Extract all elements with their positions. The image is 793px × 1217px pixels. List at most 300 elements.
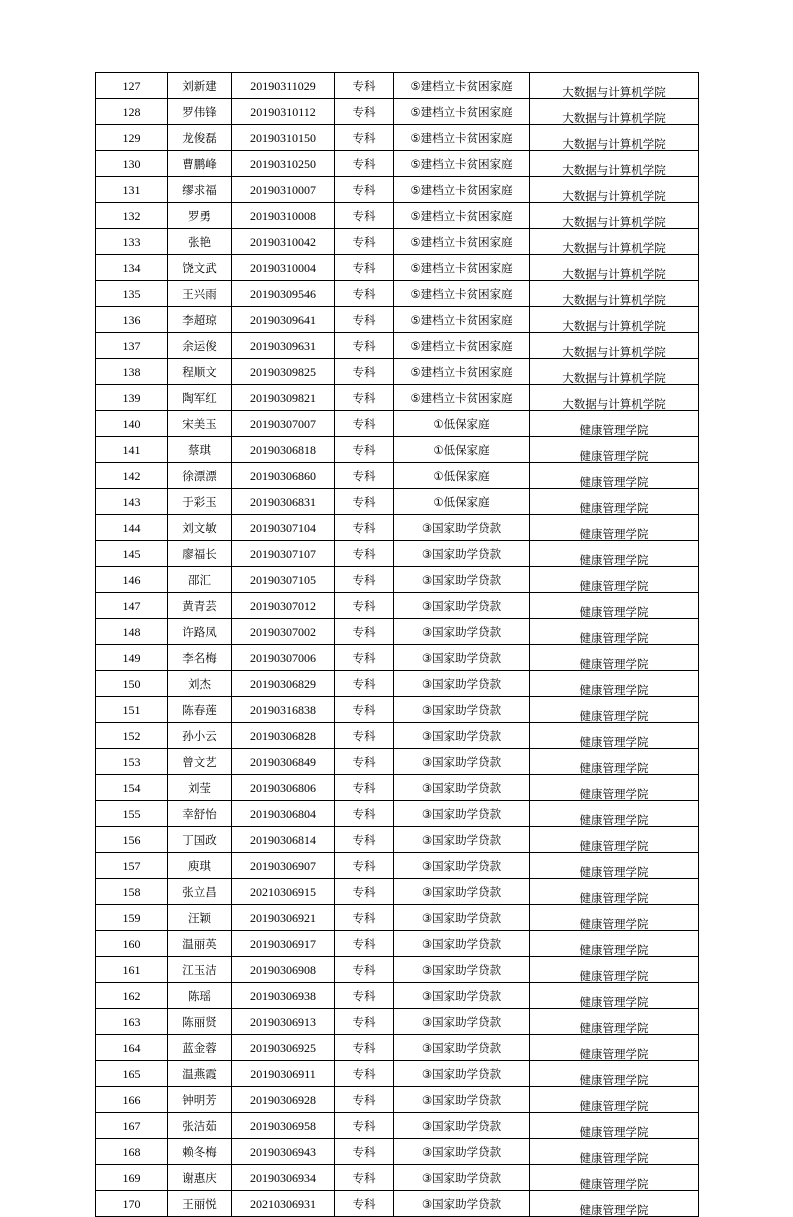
aid-category: ③国家助学贷款	[394, 1061, 530, 1087]
student-id: 20190310007	[232, 177, 335, 203]
roster-table	[95, 72, 699, 1217]
education-level: 专科	[335, 1087, 394, 1113]
student-name: 张立昌	[168, 879, 232, 905]
college-name: 大数据与计算机学院	[530, 281, 699, 307]
row-number: 155	[96, 801, 168, 827]
aid-category: ⑤建档立卡贫困家庭	[394, 177, 530, 203]
aid-category: ③国家助学贷款	[394, 1009, 530, 1035]
education-level: 专科	[335, 879, 394, 905]
student-id: 20190306934	[232, 1165, 335, 1191]
education-level: 专科	[335, 307, 394, 333]
education-level: 专科	[335, 515, 394, 541]
education-level: 专科	[335, 203, 394, 229]
college-name: 健康管理学院	[530, 723, 699, 749]
row-number: 146	[96, 567, 168, 593]
college-name: 大数据与计算机学院	[530, 307, 699, 333]
education-level: 专科	[335, 1139, 394, 1165]
row-number: 135	[96, 281, 168, 307]
row-number: 164	[96, 1035, 168, 1061]
table-row	[96, 619, 699, 645]
student-id: 20190306921	[232, 905, 335, 931]
college-name: 健康管理学院	[530, 905, 699, 931]
college-name: 健康管理学院	[530, 1191, 699, 1217]
education-level: 专科	[335, 567, 394, 593]
college-name: 健康管理学院	[530, 567, 699, 593]
table-row	[96, 203, 699, 229]
aid-category: ⑤建档立卡贫困家庭	[394, 385, 530, 411]
student-id: 20190307002	[232, 619, 335, 645]
row-number: 156	[96, 827, 168, 853]
student-name: 庾琪	[168, 853, 232, 879]
college-name: 大数据与计算机学院	[530, 151, 699, 177]
student-name: 宋美玉	[168, 411, 232, 437]
table-row	[96, 1061, 699, 1087]
row-number: 157	[96, 853, 168, 879]
college-name: 健康管理学院	[530, 489, 699, 515]
row-number: 168	[96, 1139, 168, 1165]
aid-category: ⑤建档立卡贫困家庭	[394, 99, 530, 125]
table-row	[96, 905, 699, 931]
student-name: 饶文武	[168, 255, 232, 281]
table-row	[96, 359, 699, 385]
student-id: 20190306860	[232, 463, 335, 489]
student-name: 张艳	[168, 229, 232, 255]
education-level: 专科	[335, 1009, 394, 1035]
education-level: 专科	[335, 359, 394, 385]
education-level: 专科	[335, 801, 394, 827]
student-id: 20190309641	[232, 307, 335, 333]
education-level: 专科	[335, 463, 394, 489]
table-row	[96, 879, 699, 905]
aid-category: ①低保家庭	[394, 437, 530, 463]
education-level: 专科	[335, 177, 394, 203]
education-level: 专科	[335, 1191, 394, 1217]
student-name: 于彩玉	[168, 489, 232, 515]
student-name: 赖冬梅	[168, 1139, 232, 1165]
education-level: 专科	[335, 1113, 394, 1139]
student-name: 孙小云	[168, 723, 232, 749]
education-level: 专科	[335, 73, 394, 99]
student-name: 蓝金蓉	[168, 1035, 232, 1061]
table-row	[96, 1087, 699, 1113]
row-number: 130	[96, 151, 168, 177]
row-number: 147	[96, 593, 168, 619]
college-name: 健康管理学院	[530, 957, 699, 983]
student-name: 幸舒怡	[168, 801, 232, 827]
education-level: 专科	[335, 411, 394, 437]
student-id: 20190307107	[232, 541, 335, 567]
aid-category: ③国家助学贷款	[394, 957, 530, 983]
aid-category: ⑤建档立卡贫困家庭	[394, 203, 530, 229]
college-name: 健康管理学院	[530, 619, 699, 645]
row-number: 140	[96, 411, 168, 437]
table-row	[96, 645, 699, 671]
aid-category: ③国家助学贷款	[394, 619, 530, 645]
row-number: 136	[96, 307, 168, 333]
aid-category: ③国家助学贷款	[394, 853, 530, 879]
row-number: 154	[96, 775, 168, 801]
student-name: 曾文艺	[168, 749, 232, 775]
education-level: 专科	[335, 437, 394, 463]
row-number: 138	[96, 359, 168, 385]
college-name: 大数据与计算机学院	[530, 255, 699, 281]
row-number: 133	[96, 229, 168, 255]
college-name: 健康管理学院	[530, 1165, 699, 1191]
student-id: 20190307007	[232, 411, 335, 437]
student-id: 20190310042	[232, 229, 335, 255]
student-id: 20190306943	[232, 1139, 335, 1165]
student-name: 程顺文	[168, 359, 232, 385]
aid-category: ③国家助学贷款	[394, 931, 530, 957]
row-number: 169	[96, 1165, 168, 1191]
student-name: 龙俊磊	[168, 125, 232, 151]
education-level: 专科	[335, 255, 394, 281]
college-name: 大数据与计算机学院	[530, 73, 699, 99]
aid-category: ⑤建档立卡贫困家庭	[394, 229, 530, 255]
aid-category: ①低保家庭	[394, 489, 530, 515]
education-level: 专科	[335, 541, 394, 567]
table-row	[96, 931, 699, 957]
college-name: 健康管理学院	[530, 697, 699, 723]
row-number: 144	[96, 515, 168, 541]
student-name: 廖福长	[168, 541, 232, 567]
table-row	[96, 177, 699, 203]
student-name: 丁国政	[168, 827, 232, 853]
college-name: 健康管理学院	[530, 463, 699, 489]
table-row	[96, 827, 699, 853]
student-id: 20190306917	[232, 931, 335, 957]
student-id: 20190306829	[232, 671, 335, 697]
table-row	[96, 567, 699, 593]
college-name: 健康管理学院	[530, 827, 699, 853]
aid-category: ⑤建档立卡贫困家庭	[394, 359, 530, 385]
student-name: 邵汇	[168, 567, 232, 593]
student-name: 刘杰	[168, 671, 232, 697]
aid-category: ③国家助学贷款	[394, 1087, 530, 1113]
student-id: 20190306911	[232, 1061, 335, 1087]
table-row	[96, 489, 699, 515]
college-name: 健康管理学院	[530, 645, 699, 671]
student-id: 20190307006	[232, 645, 335, 671]
table-row	[96, 1035, 699, 1061]
education-level: 专科	[335, 1035, 394, 1061]
student-name: 李名梅	[168, 645, 232, 671]
college-name: 健康管理学院	[530, 879, 699, 905]
table-row	[96, 437, 699, 463]
table-row	[96, 1139, 699, 1165]
table-row	[96, 1009, 699, 1035]
student-name: 汪颖	[168, 905, 232, 931]
college-name: 健康管理学院	[530, 1035, 699, 1061]
student-name: 王丽悦	[168, 1191, 232, 1217]
aid-category: ⑤建档立卡贫困家庭	[394, 125, 530, 151]
aid-category: ⑤建档立卡贫困家庭	[394, 307, 530, 333]
table-row	[96, 697, 699, 723]
table-row	[96, 151, 699, 177]
education-level: 专科	[335, 489, 394, 515]
aid-category: ③国家助学贷款	[394, 1191, 530, 1217]
row-number: 143	[96, 489, 168, 515]
education-level: 专科	[335, 775, 394, 801]
table-row	[96, 307, 699, 333]
table-row	[96, 723, 699, 749]
student-name: 蔡琪	[168, 437, 232, 463]
student-name: 徐漂漂	[168, 463, 232, 489]
student-id: 20190306928	[232, 1087, 335, 1113]
college-name: 健康管理学院	[530, 1009, 699, 1035]
student-id: 20190306849	[232, 749, 335, 775]
student-id: 20190306925	[232, 1035, 335, 1061]
student-id: 20190310008	[232, 203, 335, 229]
row-number: 142	[96, 463, 168, 489]
college-name: 健康管理学院	[530, 541, 699, 567]
education-level: 专科	[335, 853, 394, 879]
student-id: 20190306938	[232, 983, 335, 1009]
aid-category: ①低保家庭	[394, 463, 530, 489]
college-name: 健康管理学院	[530, 1087, 699, 1113]
table-row	[96, 775, 699, 801]
aid-category: ③国家助学贷款	[394, 905, 530, 931]
row-number: 129	[96, 125, 168, 151]
table-row	[96, 853, 699, 879]
student-id: 20190311029	[232, 73, 335, 99]
education-level: 专科	[335, 151, 394, 177]
row-number: 170	[96, 1191, 168, 1217]
row-number: 152	[96, 723, 168, 749]
student-name: 谢惠庆	[168, 1165, 232, 1191]
college-name: 大数据与计算机学院	[530, 385, 699, 411]
education-level: 专科	[335, 125, 394, 151]
row-number: 162	[96, 983, 168, 1009]
college-name: 大数据与计算机学院	[530, 333, 699, 359]
student-id: 20190307012	[232, 593, 335, 619]
aid-category: ③国家助学贷款	[394, 827, 530, 853]
education-level: 专科	[335, 827, 394, 853]
table-row	[96, 229, 699, 255]
row-number: 139	[96, 385, 168, 411]
student-name: 刘文敏	[168, 515, 232, 541]
student-id: 20190306958	[232, 1113, 335, 1139]
student-name: 江玉洁	[168, 957, 232, 983]
student-id: 20190306828	[232, 723, 335, 749]
education-level: 专科	[335, 385, 394, 411]
aid-category: ①低保家庭	[394, 411, 530, 437]
student-name: 陶军红	[168, 385, 232, 411]
college-name: 健康管理学院	[530, 1113, 699, 1139]
student-id: 20190309546	[232, 281, 335, 307]
table-row	[96, 801, 699, 827]
college-name: 大数据与计算机学院	[530, 203, 699, 229]
student-id: 20190310112	[232, 99, 335, 125]
student-id: 20190306908	[232, 957, 335, 983]
student-id: 20190306831	[232, 489, 335, 515]
education-level: 专科	[335, 723, 394, 749]
education-level: 专科	[335, 333, 394, 359]
student-id: 20190316838	[232, 697, 335, 723]
student-name: 钟明芳	[168, 1087, 232, 1113]
education-level: 专科	[335, 619, 394, 645]
student-name: 罗伟锋	[168, 99, 232, 125]
college-name: 健康管理学院	[530, 749, 699, 775]
student-id: 20190309821	[232, 385, 335, 411]
education-level: 专科	[335, 645, 394, 671]
table-row	[96, 957, 699, 983]
student-name: 缪求福	[168, 177, 232, 203]
college-name: 健康管理学院	[530, 411, 699, 437]
aid-category: ⑤建档立卡贫困家庭	[394, 255, 530, 281]
table-row	[96, 983, 699, 1009]
education-level: 专科	[335, 1061, 394, 1087]
row-number: 159	[96, 905, 168, 931]
student-id: 20190307105	[232, 567, 335, 593]
aid-category: ③国家助学贷款	[394, 515, 530, 541]
roster-table-body	[96, 73, 699, 1217]
student-name: 温燕霞	[168, 1061, 232, 1087]
education-level: 专科	[335, 229, 394, 255]
college-name: 健康管理学院	[530, 437, 699, 463]
student-id: 20190310150	[232, 125, 335, 151]
student-id: 20190306913	[232, 1009, 335, 1035]
student-id: 20190306814	[232, 827, 335, 853]
student-id: 20190307104	[232, 515, 335, 541]
row-number: 160	[96, 931, 168, 957]
student-name: 陈春莲	[168, 697, 232, 723]
college-name: 大数据与计算机学院	[530, 177, 699, 203]
table-row	[96, 73, 699, 99]
row-number: 132	[96, 203, 168, 229]
aid-category: ③国家助学贷款	[394, 749, 530, 775]
row-number: 127	[96, 73, 168, 99]
education-level: 专科	[335, 1165, 394, 1191]
student-id: 20190306907	[232, 853, 335, 879]
row-number: 128	[96, 99, 168, 125]
aid-category: ③国家助学贷款	[394, 801, 530, 827]
row-number: 148	[96, 619, 168, 645]
education-level: 专科	[335, 905, 394, 931]
row-number: 165	[96, 1061, 168, 1087]
row-number: 141	[96, 437, 168, 463]
education-level: 专科	[335, 697, 394, 723]
college-name: 大数据与计算机学院	[530, 99, 699, 125]
education-level: 专科	[335, 931, 394, 957]
college-name: 健康管理学院	[530, 801, 699, 827]
aid-category: ③国家助学贷款	[394, 645, 530, 671]
student-name: 许路凤	[168, 619, 232, 645]
table-row	[96, 411, 699, 437]
college-name: 健康管理学院	[530, 853, 699, 879]
aid-category: ③国家助学贷款	[394, 671, 530, 697]
row-number: 166	[96, 1087, 168, 1113]
aid-category: ⑤建档立卡贫困家庭	[394, 151, 530, 177]
student-name: 陈丽贤	[168, 1009, 232, 1035]
aid-category: ③国家助学贷款	[394, 1035, 530, 1061]
student-name: 张洁茹	[168, 1113, 232, 1139]
student-id: 20190306806	[232, 775, 335, 801]
row-number: 153	[96, 749, 168, 775]
table-row	[96, 281, 699, 307]
aid-category: ⑤建档立卡贫困家庭	[394, 73, 530, 99]
student-name: 刘莹	[168, 775, 232, 801]
table-row	[96, 671, 699, 697]
college-name: 健康管理学院	[530, 1061, 699, 1087]
row-number: 131	[96, 177, 168, 203]
student-name: 王兴雨	[168, 281, 232, 307]
student-id: 20190306818	[232, 437, 335, 463]
table-row	[96, 1191, 699, 1217]
college-name: 健康管理学院	[530, 515, 699, 541]
education-level: 专科	[335, 99, 394, 125]
aid-category: ③国家助学贷款	[394, 1165, 530, 1191]
table-row	[96, 749, 699, 775]
college-name: 大数据与计算机学院	[530, 359, 699, 385]
row-number: 145	[96, 541, 168, 567]
table-row	[96, 385, 699, 411]
student-id: 20210306931	[232, 1191, 335, 1217]
education-level: 专科	[335, 593, 394, 619]
aid-category: ⑤建档立卡贫困家庭	[394, 333, 530, 359]
aid-category: ③国家助学贷款	[394, 567, 530, 593]
education-level: 专科	[335, 983, 394, 1009]
row-number: 161	[96, 957, 168, 983]
table-row	[96, 463, 699, 489]
row-number: 167	[96, 1113, 168, 1139]
aid-category: ③国家助学贷款	[394, 593, 530, 619]
education-level: 专科	[335, 957, 394, 983]
college-name: 健康管理学院	[530, 671, 699, 697]
student-id: 20190309631	[232, 333, 335, 359]
row-number: 163	[96, 1009, 168, 1035]
student-id: 20190310004	[232, 255, 335, 281]
college-name: 健康管理学院	[530, 931, 699, 957]
student-id: 20210306915	[232, 879, 335, 905]
college-name: 大数据与计算机学院	[530, 229, 699, 255]
student-id: 20190306804	[232, 801, 335, 827]
education-level: 专科	[335, 671, 394, 697]
student-name: 刘新建	[168, 73, 232, 99]
row-number: 134	[96, 255, 168, 281]
table-row	[96, 99, 699, 125]
college-name: 健康管理学院	[530, 593, 699, 619]
aid-category: ③国家助学贷款	[394, 1113, 530, 1139]
education-level: 专科	[335, 749, 394, 775]
student-name: 曹鹏峰	[168, 151, 232, 177]
aid-category: ③国家助学贷款	[394, 775, 530, 801]
table-row	[96, 333, 699, 359]
student-name: 余运俊	[168, 333, 232, 359]
table-row	[96, 541, 699, 567]
table-row	[96, 1165, 699, 1191]
aid-category: ⑤建档立卡贫困家庭	[394, 281, 530, 307]
student-name: 李超琼	[168, 307, 232, 333]
aid-category: ③国家助学贷款	[394, 879, 530, 905]
student-id: 20190310250	[232, 151, 335, 177]
table-row	[96, 515, 699, 541]
row-number: 149	[96, 645, 168, 671]
aid-category: ③国家助学贷款	[394, 1139, 530, 1165]
aid-category: ③国家助学贷款	[394, 983, 530, 1009]
row-number: 150	[96, 671, 168, 697]
student-name: 陈瑶	[168, 983, 232, 1009]
table-row	[96, 125, 699, 151]
row-number: 137	[96, 333, 168, 359]
student-name: 黄青芸	[168, 593, 232, 619]
college-name: 大数据与计算机学院	[530, 125, 699, 151]
student-id: 20190309825	[232, 359, 335, 385]
table-row	[96, 593, 699, 619]
college-name: 健康管理学院	[530, 983, 699, 1009]
student-name: 温丽英	[168, 931, 232, 957]
education-level: 专科	[335, 281, 394, 307]
